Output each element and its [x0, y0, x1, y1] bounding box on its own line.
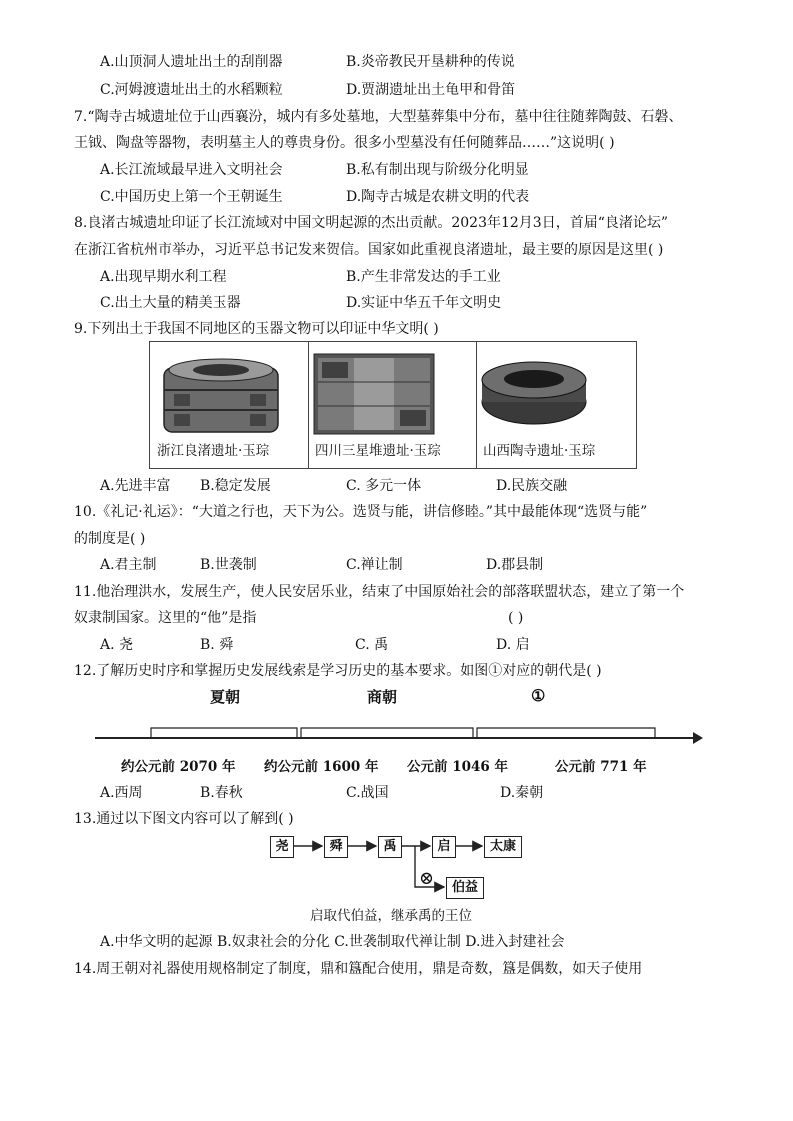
q9-stem: 9.下列出土于我国不同地区的玉器文物可以印证中华文明( )	[74, 321, 439, 337]
q11-stem-line1: 11.他治理洪水，发展生产，使人民安居乐业，结束了中国原始社会的部落联盟状态，建立了第一个	[74, 584, 685, 600]
jade-cong-taosi	[476, 342, 636, 468]
timeline-date-1600: 约公元前 1600 年	[264, 759, 379, 775]
q14-stem: 14.周王朝对礼器使用规格制定了制度，鼎和簋配合使用，鼎是奇数，簋是偶数，如天子使用	[74, 961, 643, 977]
timeline-date-1046: 公元前 1046 年	[407, 759, 508, 775]
q12-option-b: B.春秋	[200, 785, 243, 801]
timeline-arrow	[95, 722, 705, 752]
q7-stem-line1: 7.“陶寺古城遗址位于山西襄汾，城内有多处墓地，大型墓葬集中分布，墓中往往随葬陶鼓、石磐、	[74, 109, 683, 125]
node-yu: 禹	[378, 836, 402, 858]
q11-option-d: D. 启	[496, 637, 530, 653]
node-shun: 舜	[324, 836, 348, 858]
q9-option-d: D.民族交融	[496, 478, 568, 494]
q8-option-c: C.出土大量的精美玉器	[100, 295, 241, 311]
q7-stem-line2: 王钺、陶盘等器物，表明墓主人的尊贵身份。很多小型墓没有任何随葬品……”这说明( )	[74, 135, 615, 151]
q7-option-d: D.陶寺古城是农耕文明的代表	[346, 189, 530, 205]
q9-option-b: B.稳定发展	[200, 478, 271, 494]
timeline-label-circle-1: ①	[531, 686, 546, 705]
q11-stem-line2: 奴隶制国家。这里的“他”是指	[74, 610, 257, 626]
q10-option-a: A.君主制	[100, 557, 157, 573]
q10-stem-line1: 10.《礼记·礼运》：“大道之行也，天下为公。选贤与能，讲信修睦。”其中最能体现“选贤与能”	[74, 504, 648, 520]
q7-option-b: B.私有制出现与阶级分化明显	[346, 162, 529, 178]
node-boyi: 伯益	[446, 877, 484, 899]
node-yao: 尧	[270, 836, 294, 858]
timeline-label-shang: 商朝	[367, 688, 398, 706]
q11-answer-paren: ( )	[508, 610, 524, 626]
q12-option-c: C.战国	[346, 785, 389, 801]
q10-option-d: D.郡县制	[486, 557, 544, 573]
q12-option-a: A.西周	[100, 785, 143, 801]
q9-option-a: A.先进丰富	[100, 478, 171, 494]
q6-option-d: D.贾湖遗址出土龟甲和骨笛	[346, 82, 516, 98]
q12-option-d: D.秦朝	[500, 785, 544, 801]
timeline-date-771: 公元前 771 年	[555, 759, 647, 775]
jade-cong-taosi-image	[476, 342, 636, 442]
node-qi: 启	[432, 836, 456, 858]
q6-option-a: A.山顶洞人遗址出土的刮削器	[100, 54, 283, 70]
q10-stem-line2: 的制度是( )	[74, 531, 146, 547]
q6-option-c: C.河姆渡遗址出土的水稻颗粒	[100, 82, 283, 98]
q8-option-b: B.产生非常发达的手工业	[346, 269, 501, 285]
jade-cong-sanxingdui	[308, 342, 477, 468]
q11-option-a: A. 尧	[100, 637, 134, 653]
node-taikang: 太康	[484, 836, 522, 858]
caption-taosi: 山西陶寺遗址·玉琮	[483, 443, 596, 459]
q10-option-c: C.禅让制	[346, 557, 403, 573]
q7-option-c: C.中国历史上第一个王朝诞生	[100, 189, 283, 205]
q8-option-a: A.出现早期水利工程	[100, 269, 227, 285]
cross-circle-icon: ⊗	[419, 868, 435, 889]
diagram-caption: 启取代伯益，继承禹的王位	[310, 908, 472, 924]
timeline-label-xia: 夏朝	[210, 688, 241, 706]
q12-stem: 12.了解历史时序和掌握历史发展线索是学习历史的基本要求。如图①对应的朝代是( )	[74, 663, 602, 679]
q8-stem-line1: 8.良渚古城遗址印证了长江流域对中国文明起源的杰出贡献。2023年12月3日，首届“良渚论坛”	[74, 215, 669, 231]
q13-options: A.中华文明的起源 B.奴隶社会的分化 C.世袭制取代禅让制 D.进入封建社会	[100, 934, 565, 950]
q8-option-d: D.实证中华五千年文明史	[346, 295, 502, 311]
q11-option-b: B. 舜	[200, 637, 234, 653]
q11-option-c: C. 禹	[355, 637, 389, 653]
timeline-date-2070: 约公元前 2070 年	[121, 759, 236, 775]
q13-stem: 13.通过以下图文内容可以了解到( )	[74, 811, 294, 827]
q9-option-c: C. 多元一体	[346, 478, 422, 494]
q8-stem-line2: 在浙江省杭州市举办，习近平总书记发来贺信。国家如此重视良渚遗址，最主要的原因是这里( )	[74, 242, 664, 258]
jade-cong-liangzhu	[150, 342, 309, 468]
q7-option-a: A.长江流域最早进入文明社会	[100, 162, 283, 178]
jade-cong-image-table	[149, 341, 637, 469]
q6-option-b: B.炎帝教民开垦耕种的传说	[346, 54, 515, 70]
jade-cong-liangzhu-image	[150, 342, 308, 442]
q10-option-b: B.世袭制	[200, 557, 257, 573]
jade-cong-sanxingdui-image	[308, 342, 476, 442]
caption-sanxingdui: 四川三星堆遗址·玉琮	[315, 443, 441, 459]
caption-liangzhu: 浙江良渚遗址·玉琮	[157, 443, 270, 459]
